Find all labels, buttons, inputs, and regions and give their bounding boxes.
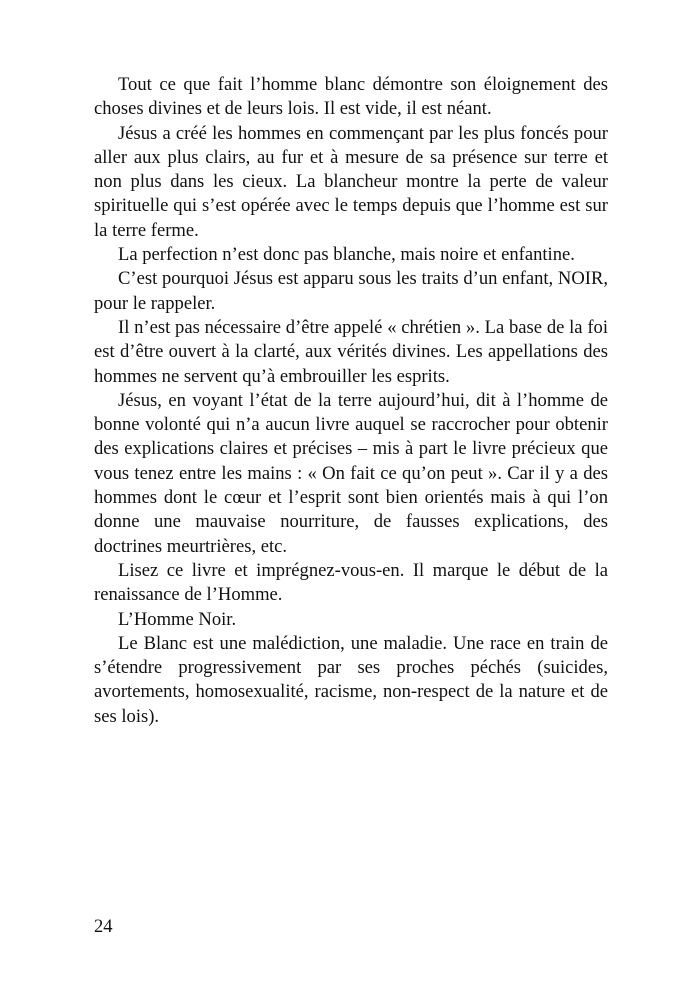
paragraph: Lisez ce livre et imprégnez-vous-en. Il marque le début de la renaissance de l’Homme. [94, 559, 608, 606]
paragraph: Le Blanc est une malédiction, une maladie. Une race en train de s’étendre progressivement par ses proches péchés (suicides, avortements, homosexualité, racisme, non-respect de la nature et de ses lois). [94, 632, 608, 727]
paragraph: Jésus a créé les hommes en commençant par les plus foncés pour aller aux plus clairs, au fur et à mesure de sa présence sur terre et non plus dans les cieux. La blancheur montre la perte de valeur spirituelle qui s’est opérée avec le temps depuis que l’homme est sur la terre ferme. [94, 122, 608, 241]
body-text [94, 73, 608, 729]
paragraph: Tout ce que fait l’homme blanc démontre son éloignement des choses divines et de leurs lois. Il est vide, il est néant. [94, 74, 608, 120]
paragraph: L’Homme Noir. [118, 608, 237, 630]
paragraph: Jésus, en voyant l’état de la terre aujourd’hui, dit à l’homme de bonne volonté qui n’a aucun livre auquel se raccrocher pour obtenir des explications claires et précises – mis à part le livre précieux que vous tenez entre les mains : « On fait ce qu’on peut ». Car il y a des hommes dont le cœur et l’esprit sont bien orientés mais à qui l’on donne une mauvaise nourriture, de fausses explications, des doctrines meurtrières, etc. [94, 389, 608, 557]
paragraph: La perfection n’est donc pas blanche, mais noire et enfantine. [118, 244, 575, 266]
paragraph: Il n’est pas nécessaire d’être appelé « chrétien ». La base de la foi est d’être ouvert à la clarté, aux vérités divines. Les appellations des hommes ne servent qu’à embrouiller les esprits. [94, 316, 608, 387]
page-number: 24 [94, 916, 113, 937]
paragraph: C’est pourquoi Jésus est apparu sous les traits d’un enfant, NOIR, pour le rappeler. [94, 268, 608, 314]
